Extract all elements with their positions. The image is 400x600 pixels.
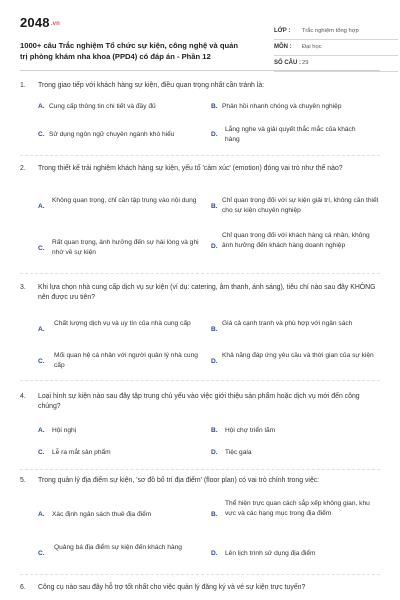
question-text: Công cụ nào sau đây hỗ trợ tốt nhất cho việc quản lý đăng ký và vé sự kiện trực tuyến? bbox=[38, 584, 306, 591]
header-divider bbox=[20, 70, 380, 71]
option-text: Khả năng đáp ứng yêu cầu và thời gian của sự kiện bbox=[222, 352, 374, 359]
meta-label: SỐ CÂU : bbox=[274, 60, 301, 66]
option-letter: D. bbox=[211, 131, 218, 138]
option-letter: A. bbox=[38, 103, 45, 110]
option-text: Giá cả cạnh tranh và phù hợp với ngân sách bbox=[222, 320, 353, 327]
question-separator bbox=[20, 273, 380, 274]
question-separator bbox=[20, 469, 380, 470]
meta-row-subject bbox=[274, 42, 398, 56]
option-text: Rất quan trọng, ảnh hưởng đến sự hài lòng và ghi nhớ về sự kiện bbox=[52, 239, 199, 256]
option-letter: D. bbox=[211, 550, 218, 557]
option-letter: A. bbox=[38, 326, 45, 333]
question-number: 3. bbox=[20, 284, 26, 291]
option-letter: B. bbox=[211, 326, 218, 333]
question-number: 1. bbox=[20, 82, 26, 89]
option-letter: B. bbox=[211, 511, 218, 518]
option-letter: C. bbox=[38, 131, 45, 138]
question-separator bbox=[20, 574, 380, 575]
question-number: 6. bbox=[20, 584, 26, 591]
option-text: Tiệc gala bbox=[225, 449, 252, 456]
option-letter: D. bbox=[211, 358, 218, 365]
option-text: Phản hồi nhanh chóng và chuyên nghiệp bbox=[222, 103, 342, 110]
option-letter: A. bbox=[38, 203, 45, 210]
logo-suffix: .vn bbox=[50, 20, 61, 27]
meta-value: 29 bbox=[302, 60, 309, 66]
option-text: Thể hiện trực quan cách sắp xếp không gian, khu vực và các hạng mục trong địa điểm bbox=[225, 500, 370, 517]
question-number: 5. bbox=[20, 477, 26, 484]
option-text: Không quan trọng, chỉ cần tập trung vào nội dung bbox=[52, 197, 197, 204]
question-number: 4. bbox=[20, 393, 26, 400]
option-text: Quảng bá địa điểm sự kiện đến khách hàng bbox=[54, 544, 182, 551]
question-text: Trong thiết kế trải nghiệm khách hàng sự kiện, yếu tố 'cảm xúc' (emotion) đóng vai trò như thế nào? bbox=[38, 165, 343, 172]
option-text: Lên lịch trình sử dụng địa điểm bbox=[225, 550, 316, 557]
option-text: Chất lượng dịch vụ và uy tín của nhà cung cấp bbox=[54, 320, 191, 327]
option-letter: A. bbox=[38, 427, 45, 434]
option-letter: D. bbox=[211, 449, 218, 456]
option-letter: B. bbox=[211, 103, 218, 110]
option-letter: C. bbox=[38, 449, 45, 456]
option-text: Hội chợ triển lãm bbox=[225, 427, 276, 434]
option-text: Hội nghị bbox=[52, 427, 77, 434]
question-text: Trong giao tiếp với khách hàng sự kiện, điều quan trọng nhất cần tránh là: bbox=[38, 82, 265, 89]
question-separator bbox=[20, 380, 380, 381]
option-letter: D. bbox=[211, 243, 218, 250]
option-letter: C. bbox=[38, 358, 45, 365]
option-letter: A. bbox=[38, 511, 45, 518]
option-letter: B. bbox=[211, 427, 218, 434]
option-letter: C. bbox=[38, 550, 45, 557]
option-text: Mối quan hệ cá nhân với người quản lý nhà cung cấp bbox=[54, 352, 198, 369]
option-text: Lắng nghe và giải quyết thắc mắc của khách hàng bbox=[225, 126, 356, 143]
option-text: Xác định ngân sách thuê địa điểm bbox=[52, 511, 152, 518]
option-text: Cung cấp thông tin chi tiết và đầy đủ bbox=[49, 103, 156, 110]
question-number: 2. bbox=[20, 165, 26, 172]
question-text: Khi lựa chọn nhà cung cấp dịch vụ sự kiện (ví dụ: catering, âm thanh, ánh sáng), tiêu chí nào sau đây KHÔNG nên được ưu tiên? bbox=[38, 284, 376, 301]
option-text: Lễ ra mắt sản phẩm bbox=[52, 449, 111, 456]
meta-row-class bbox=[274, 26, 398, 40]
question-text: Trong quản lý địa điểm sự kiện, 'sơ đồ bố trí địa điểm' (floor plan) có vai trò chính trong việc: bbox=[38, 477, 320, 484]
option-letter: B. bbox=[211, 203, 218, 210]
logo-text: 2048 bbox=[20, 15, 50, 30]
meta-value: Trắc nghiệm tổng hợp bbox=[302, 28, 359, 34]
option-letter: C. bbox=[38, 245, 45, 252]
page-header bbox=[20, 13, 380, 65]
option-text: Chỉ quan trọng đối với sự kiện giải trí, không cần thiết cho sự kiện chuyên nghiệp bbox=[222, 197, 379, 214]
meta-label: LỚP : bbox=[274, 28, 291, 34]
document-title: 1000+ câu Trắc nghiệm Tổ chức sự kiện, công nghệ và quản trị phòng khám nha khoa (PPD4) có đáp án - Phần 12 bbox=[20, 41, 238, 61]
option-text: Sử dụng ngôn ngữ chuyên ngành khó hiểu bbox=[49, 131, 175, 138]
site-logo[interactable] bbox=[20, 15, 60, 30]
meta-info bbox=[274, 26, 398, 74]
option-text: Chỉ quan trọng đối với khách hàng cá nhân, không ảnh hưởng đến khách hàng doanh nghiệp bbox=[222, 232, 370, 249]
question-text: Loại hình sự kiện nào sau đây tập trung chủ yếu vào việc giới thiệu sản phẩm hoặc dịch vụ mới đến công chúng? bbox=[38, 393, 360, 410]
meta-label: MÔN : bbox=[274, 44, 292, 50]
question-separator bbox=[20, 155, 380, 156]
meta-value: Đại học bbox=[302, 44, 322, 50]
